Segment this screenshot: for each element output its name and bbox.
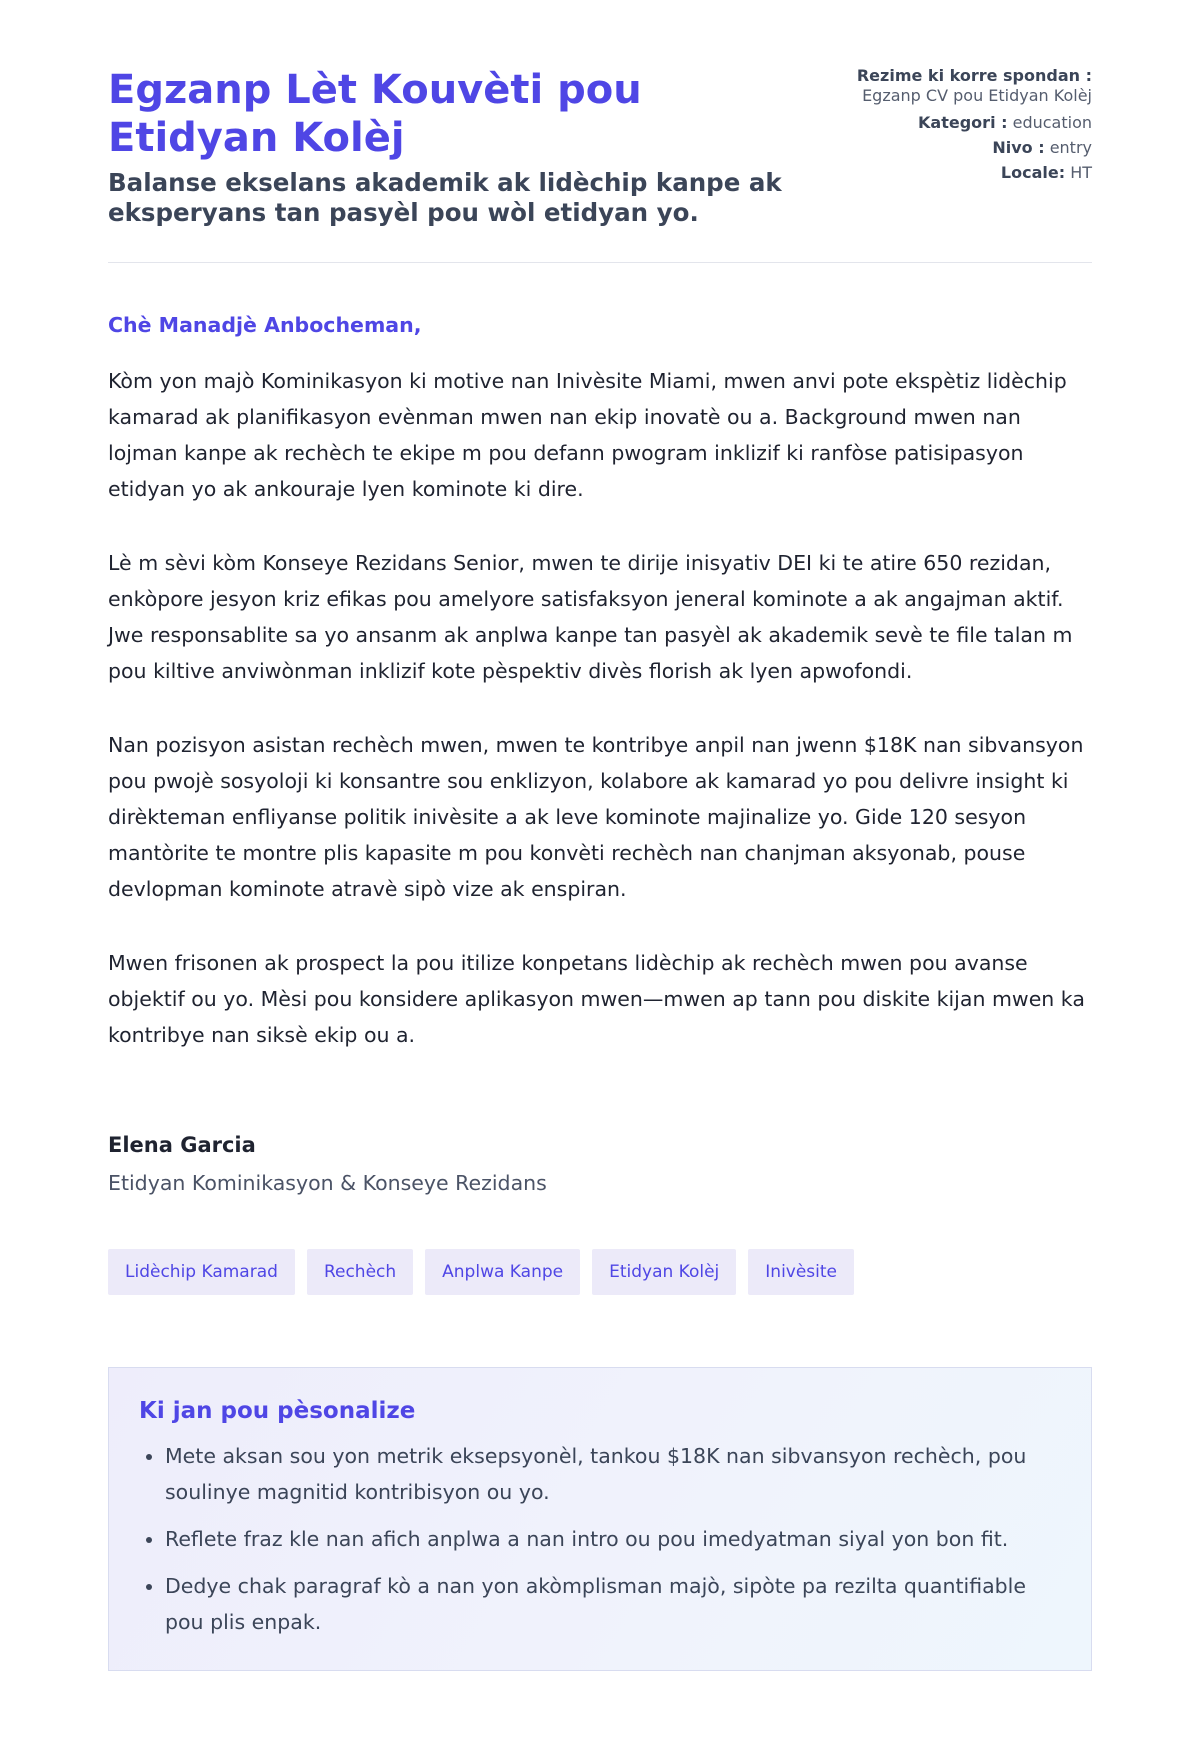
meta-category [857, 110, 1092, 135]
meta-locale [857, 160, 1092, 185]
meta-resume-label: Rezime ki korre spondan : [856, 66, 1092, 85]
page-header [108, 66, 1092, 263]
meta-resume [857, 66, 1092, 106]
meta-locale-value: HT [1070, 163, 1092, 182]
tip-item: • Reflete fraz kle nan afich anplwa a nan intro ou pou imedyatman siyal yon bon fit. [165, 1521, 1061, 1557]
page-title: Egzanp Lèt Kouvèti pou Etidyan Kolèj [108, 67, 642, 161]
letter-paragraph: Mwen frisonen ak prospect la pou itilize konpetans lidèchip ak rechèch mwen pou avanse objektif ou yo. Mèsi pou konsidere aplikasyon mwen—mwen ap tann pou diskite kijan mwen ka kontribye nan siksè ekip ou a. [108, 951, 1085, 1047]
tag: Rechèch [307, 1249, 413, 1295]
tag-list [108, 1249, 1092, 1295]
meta-level-label: Nivo : [992, 138, 1045, 157]
meta-level [857, 135, 1092, 160]
meta-category-value: education [1012, 113, 1092, 132]
page-subtitle: Balanse ekselans akademik ak lidèchip kanpe ak eksperyans tan pasyèl pou wòl etidyan yo. [108, 168, 782, 227]
letter-greeting: Chè Manadjè Anbocheman, [108, 313, 422, 337]
signature-role: Etidyan Kominikasyon & Konseye Rezidans [108, 1171, 547, 1195]
tip-item: • Mete aksan sou yon metrik eksepsyonèl, tankou $18K nan sibvansyon rechèch, pou soulinye magnitid kontribisyon ou yo. [165, 1438, 1061, 1510]
tag: Lidèchip Kamarad [108, 1249, 295, 1295]
meta-level-value: entry [1049, 138, 1092, 157]
meta-locale-label: Locale: [1000, 163, 1066, 182]
letter-paragraph: Nan pozisyon asistan rechèch mwen, mwen te kontribye anpil nan jwenn $18K nan sibvansyon pou pwojè sosyoloji ki konsantre sou enklizyon, kolabore ak kamarad yo pou delivre insight ki dirèkteman enfliyanse politik inivèsite a ak leve kominote majinalize yo. Gide 120 sesyon mantòrite te montre plis kapasite m pou konvèti rechèch nan chanjman aksyonab, pouse devlopman kominote atravè sipò vize ak enspiran. [108, 733, 1084, 901]
letter-paragraph: Kòm yon majò Kominikasyon ki motive nan Inivèsite Miami, mwen anvi pote ekspètiz lidèchip kamarad ak planifikasyon evènman mwen nan ekip inovatè ou a. Background mwen nan lojman kanpe ak rechèch te ekipe m pou defann pwogram inklizif ki ranfòse patisipasyon etidyan yo ak ankouraje lyen kominote ki dire. [108, 369, 1067, 501]
tips-title: Ki jan pou pèsonalize [139, 1398, 416, 1424]
tag: Etidyan Kolèj [592, 1249, 736, 1295]
letter-paragraph: Lè m sèvi kòm Konseye Rezidans Senior, mwen te dirije inisyativ DEI ki te atire 650 rezidan, enkòpore jesyon kriz efikas pou amelyore satisfaksyon jeneral kominote a ak angajman aktif. Jwe responsablite sa yo ansanm ak anplwa kanpe tan pasyèl ak akademik sevè te file talan m pou kiltive anviwònman inklizif kote pèspektiv divès florish ak lyen apwofondi. [108, 551, 1073, 683]
letter-body [108, 313, 1092, 1195]
customize-tips-box [108, 1367, 1092, 1671]
meta-category-label: Kategori : [918, 113, 1008, 132]
tips-list [139, 1438, 1061, 1640]
title-block [108, 66, 798, 228]
meta-resume-value: Egzanp CV pou Etidyan Kolèj [862, 86, 1092, 105]
meta-info [857, 66, 1092, 185]
signature-name: Elena Garcia [108, 1133, 256, 1157]
tag: Anplwa Kanpe [425, 1249, 580, 1295]
tag: Inivèsite [748, 1249, 854, 1295]
tip-item: • Dedye chak paragraf kò a nan yon akòmplisman majò, sipòte pa rezilta quantifiable pou plis enpak. [165, 1568, 1061, 1640]
